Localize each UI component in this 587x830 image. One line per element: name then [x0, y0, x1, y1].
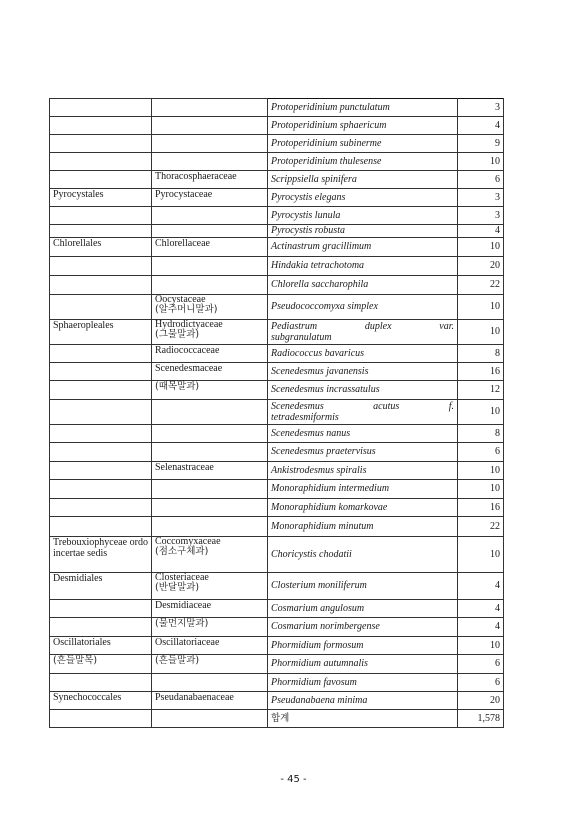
table-row [50, 295, 504, 320]
table-row [50, 443, 504, 462]
family-name: Selenastraceae [155, 462, 214, 473]
order-cell [50, 381, 152, 400]
count-cell: 3 [458, 207, 504, 225]
species-cell [268, 189, 458, 207]
species-cell [268, 225, 458, 238]
species-name: Protoperidinium subinerme [271, 137, 382, 149]
species-name: Scenedesmus incrassatulus [271, 384, 380, 395]
species-cell [268, 207, 458, 225]
order-cell [50, 207, 152, 225]
species-name: Pediastrum duplex var. [271, 321, 454, 332]
total-row [50, 710, 504, 728]
order-name: Chlorellales [53, 238, 102, 249]
table-row [50, 573, 504, 600]
order-cell [50, 443, 152, 462]
family-cell [152, 573, 268, 600]
species-cell [268, 600, 458, 618]
table-row [50, 637, 504, 655]
species-name: Scenedesmus acutus f. [271, 401, 454, 412]
table-row [50, 345, 504, 363]
table-row [50, 480, 504, 499]
family-cell [152, 153, 268, 171]
order-cell [50, 637, 152, 655]
family-cell [152, 480, 268, 499]
family-cell [152, 295, 268, 320]
order-cell [50, 400, 152, 425]
family-name: Oscillatoriaceae [155, 637, 220, 648]
family-cell [152, 462, 268, 480]
species-cell [268, 135, 458, 153]
table-row [50, 499, 504, 517]
table-row [50, 207, 504, 225]
species-name: Pyrocystis robusta [271, 225, 345, 236]
species-cell [268, 295, 458, 320]
count-cell: 22 [458, 276, 504, 295]
species-cell [268, 480, 458, 499]
family-cell [152, 618, 268, 637]
order-cell [50, 99, 152, 117]
species-name: Hindakia tetrachotoma [271, 260, 365, 271]
count-cell: 6 [458, 674, 504, 692]
species-name: Monoraphidium komarkovae [271, 501, 388, 513]
species-name: Cosmarium norimbergense [271, 621, 380, 632]
family-cell [152, 207, 268, 225]
count-cell: 6 [458, 655, 504, 674]
species-cell [268, 363, 458, 381]
species-name: Ankistrodesmus spiralis [271, 464, 367, 476]
order-cell [50, 345, 152, 363]
table-row [50, 99, 504, 117]
family-cell [152, 257, 268, 276]
order-cell [50, 171, 152, 189]
count-cell: 4 [458, 117, 504, 135]
count-cell: 22 [458, 517, 504, 537]
species-name: Actinastrum gracillimum [271, 241, 372, 252]
order-cell [50, 363, 152, 381]
family-cell [152, 499, 268, 517]
species-cell [268, 537, 458, 573]
species-name-continued: subgranulatum [271, 332, 332, 343]
family-name: (물먼지말과) [155, 618, 209, 629]
species-cell [268, 153, 458, 171]
order-cell [50, 517, 152, 537]
family-cell [152, 99, 268, 117]
species-cell [268, 637, 458, 655]
count-cell: 8 [458, 425, 504, 443]
order-cell [50, 276, 152, 295]
family-korean-name: (알주머니말과) [155, 304, 218, 315]
species-name: Chlorella saccharophila [271, 279, 369, 290]
count-cell: 10 [458, 320, 504, 345]
species-name: Monoraphidium minutum [271, 520, 374, 532]
table-row [50, 238, 504, 257]
table-row [50, 381, 504, 400]
species-name: Protoperidinium sphaericum [271, 119, 387, 131]
species-name: Pyrocystis lunula [271, 209, 341, 221]
family-korean-name: (점소구체과) [155, 546, 209, 557]
table-row [50, 600, 504, 618]
species-cell [268, 400, 458, 425]
species-name: Protoperidinium punctulatum [271, 101, 390, 113]
family-name: Chlorellaceae [155, 238, 210, 249]
species-cell [268, 257, 458, 276]
species-name: Monoraphidium intermedium [271, 483, 390, 494]
species-cell [268, 320, 458, 345]
family-name: Thoracosphaeraceae [155, 171, 237, 182]
count-cell: 12 [458, 381, 504, 400]
order-cell [50, 117, 152, 135]
order-cell [50, 537, 152, 573]
order-cell [50, 480, 152, 499]
family-name: Pseudanabaenaceae [155, 692, 234, 703]
family-name: Pyrocystaceae [155, 189, 213, 200]
species-cell [268, 381, 458, 400]
family-cell [152, 171, 268, 189]
table-row [50, 135, 504, 153]
species-cell [268, 276, 458, 295]
order-cell [50, 573, 152, 600]
order-name: Desmidiales [53, 573, 103, 584]
table-row [50, 153, 504, 171]
order-cell [50, 225, 152, 238]
family-cell [152, 425, 268, 443]
species-cell [268, 618, 458, 637]
table-row [50, 225, 504, 238]
count-cell: 3 [458, 189, 504, 207]
species-cell [268, 171, 458, 189]
table-row [50, 517, 504, 537]
order-cell [50, 238, 152, 257]
count-cell: 4 [458, 573, 504, 600]
order-cell [50, 600, 152, 618]
species-name: Choricystis chodatii [271, 548, 352, 560]
order-name: Pyrocystales [53, 189, 104, 200]
count-cell: 4 [458, 600, 504, 618]
order-name: Trebouxiophyceae ordo incertae sedis [53, 537, 148, 559]
family-cell [152, 345, 268, 363]
order-cell [50, 655, 152, 674]
order-name: Synechococcales [53, 692, 122, 703]
order-cell [50, 295, 152, 320]
species-cell [268, 499, 458, 517]
family-cell [152, 189, 268, 207]
order-cell [50, 499, 152, 517]
family-cell [152, 517, 268, 537]
family-name: Coccomyxaceae [155, 536, 221, 547]
family-cell [152, 363, 268, 381]
species-name: Phormidium formosum [271, 639, 364, 651]
species-cell [268, 99, 458, 117]
species-name: Scrippsiella spinifera [271, 173, 357, 185]
table-row [50, 674, 504, 692]
family-cell [152, 381, 268, 400]
family-korean-name: (그물말과) [155, 329, 200, 340]
order-cell [50, 618, 152, 637]
family-name: Oocystaceae [155, 294, 206, 305]
family-name: (때목말과) [155, 381, 200, 392]
count-cell: 10 [458, 462, 504, 480]
count-cell: 4 [458, 225, 504, 238]
table-row [50, 117, 504, 135]
count-cell: 8 [458, 345, 504, 363]
order-cell [50, 320, 152, 345]
species-name: Radiococcus bavaricus [271, 347, 365, 359]
species-name: Phormidium autumnalis [271, 658, 368, 669]
table-row [50, 320, 504, 345]
order-cell [50, 257, 152, 276]
order-name: Oscillatoriales [53, 637, 111, 648]
family-cell [152, 400, 268, 425]
table-row [50, 537, 504, 573]
species-cell [268, 238, 458, 257]
count-cell: 10 [458, 238, 504, 257]
order-cell [50, 462, 152, 480]
family-name: Scenedesmaceae [155, 363, 223, 374]
order-cell [50, 692, 152, 710]
family-name: Radiococcaceae [155, 345, 220, 356]
family-name: Desmidiaceae [155, 600, 212, 611]
count-cell: 10 [458, 637, 504, 655]
count-cell: 3 [458, 99, 504, 117]
empty-cell [152, 710, 268, 728]
species-cell [268, 462, 458, 480]
species-name: Pseudococcomyxa simplex [271, 301, 378, 312]
species-name: Protoperidinium thulesense [271, 155, 382, 167]
species-name: Pyrocystis elegans [271, 191, 346, 203]
species-cell [268, 692, 458, 710]
family-cell [152, 692, 268, 710]
table-row [50, 189, 504, 207]
family-cell [152, 320, 268, 345]
family-cell [152, 117, 268, 135]
family-cell [152, 238, 268, 257]
table-row [50, 257, 504, 276]
family-cell [152, 225, 268, 238]
table-row [50, 425, 504, 443]
count-cell: 16 [458, 363, 504, 381]
family-cell [152, 637, 268, 655]
order-name: (흔들말목) [53, 655, 98, 666]
family-cell [152, 600, 268, 618]
species-cell [268, 573, 458, 600]
family-cell [152, 537, 268, 573]
count-cell: 16 [458, 499, 504, 517]
family-cell [152, 443, 268, 462]
table-row [50, 400, 504, 425]
total-value: 1,578 [458, 710, 504, 728]
count-cell: 10 [458, 295, 504, 320]
species-cell [268, 443, 458, 462]
order-name: Sphaeropleales [53, 320, 114, 331]
count-cell: 10 [458, 153, 504, 171]
species-name: Scenedesmus javanensis [271, 365, 369, 377]
species-name: Phormidium favosum [271, 676, 357, 688]
table-row [50, 655, 504, 674]
species-name: Scenedesmus nanus [271, 427, 351, 439]
family-cell [152, 655, 268, 674]
order-cell [50, 189, 152, 207]
table-row [50, 692, 504, 710]
family-cell [152, 135, 268, 153]
species-name-continued: tetradesmiformis [271, 412, 339, 423]
species-cell [268, 674, 458, 692]
species-cell [268, 425, 458, 443]
species-name: Scenedesmus praetervisus [271, 446, 376, 457]
count-cell: 4 [458, 618, 504, 637]
table-row [50, 462, 504, 480]
order-cell [50, 153, 152, 171]
family-name: Hydrodictyaceae [155, 319, 223, 330]
page-number: - 45 - [280, 774, 307, 785]
count-cell: 6 [458, 443, 504, 462]
table-row [50, 171, 504, 189]
species-cell [268, 517, 458, 537]
order-cell [50, 425, 152, 443]
table-row [50, 276, 504, 295]
table-row [50, 363, 504, 381]
total-label: 합계 [268, 710, 458, 728]
species-name: Pseudanabaena minima [271, 694, 368, 706]
species-name: Closterium moniliferum [271, 580, 367, 591]
count-cell: 6 [458, 171, 504, 189]
family-name: (흔들말과) [155, 655, 200, 666]
empty-cell [50, 710, 152, 728]
count-cell: 10 [458, 480, 504, 499]
species-table [49, 98, 504, 728]
count-cell: 20 [458, 692, 504, 710]
species-cell [268, 117, 458, 135]
table-row [50, 618, 504, 637]
order-cell [50, 674, 152, 692]
species-cell [268, 345, 458, 363]
family-name: Closteriaceae [155, 572, 209, 583]
family-korean-name: (반달말과) [155, 582, 200, 593]
count-cell: 20 [458, 257, 504, 276]
species-name: Cosmarium angulosum [271, 602, 365, 614]
count-cell: 10 [458, 537, 504, 573]
family-cell [152, 674, 268, 692]
count-cell: 9 [458, 135, 504, 153]
species-cell [268, 655, 458, 674]
family-cell [152, 276, 268, 295]
count-cell: 10 [458, 400, 504, 425]
order-cell [50, 135, 152, 153]
